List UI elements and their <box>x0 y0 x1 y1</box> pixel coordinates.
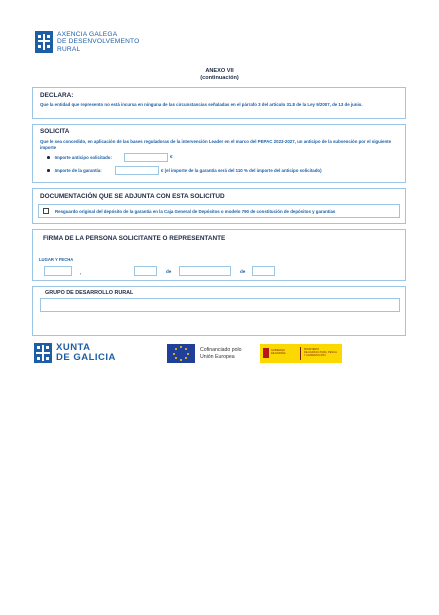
grupo-title: GRUPO DE DESARROLLO RURAL <box>45 290 134 296</box>
day-input[interactable] <box>134 266 157 276</box>
xunta-line1: XUNTA <box>56 342 91 353</box>
eu-logo <box>167 344 242 363</box>
annex-title: ANEXO VII <box>205 68 234 74</box>
gobierno-banner <box>260 344 342 363</box>
solicita-section <box>32 124 406 183</box>
grupo-input[interactable] <box>40 298 400 312</box>
declara-title: DECLARA: <box>40 92 74 99</box>
annex-subtitle: (continuación) <box>200 75 239 81</box>
gobierno-logo <box>260 344 342 363</box>
xunta-emblem-icon <box>34 343 52 363</box>
firma-section <box>32 229 406 281</box>
gov-left-line1: GOBIERNO <box>271 349 285 352</box>
anticipo-row <box>47 155 112 160</box>
lugar-input[interactable] <box>44 266 72 276</box>
agency-emblem-icon <box>35 31 53 53</box>
firma-title: FIRMA DE LA PERSONA SOLICITANTE O REPRESENTANTE <box>43 235 226 242</box>
declara-section <box>32 87 406 119</box>
bullet-icon <box>47 169 50 172</box>
lugar-fecha-label: LUGAR Y FECHA <box>39 257 74 262</box>
eu-flag-icon <box>167 344 195 363</box>
resguardo-label: Resguardo original del depósito de la garantía en la Caja General de Depósitos o modelo 790 de constitución de depósitos y garantías <box>55 209 336 214</box>
de-label-1: de <box>166 269 172 274</box>
gov-right-line1: MINISTERIO <box>304 348 320 351</box>
anticipo-unit: € <box>170 154 173 159</box>
resguardo-checkbox[interactable] <box>43 208 49 214</box>
anticipo-input[interactable] <box>124 153 168 162</box>
agency-logo <box>35 31 140 53</box>
coat-of-arms-icon <box>263 348 269 358</box>
eu-line2: Unión Europea <box>200 353 235 360</box>
agency-name-line1: AXENCIA GALEGA <box>57 31 118 39</box>
agency-name-line2: DE DESENVOLVEMENTO <box>57 38 140 46</box>
xunta-name <box>56 343 116 363</box>
xunta-line2: DE GALICIA <box>56 352 116 363</box>
grupo-section <box>32 286 406 336</box>
ministerio-caption <box>304 348 337 357</box>
xunta-logo <box>34 343 116 363</box>
documentacion-section <box>32 188 406 224</box>
year-input[interactable] <box>252 266 275 276</box>
gov-divider <box>300 347 301 360</box>
solicita-text: Que le sea concedido, en aplicación de las bases reguladoras de la intervención Leader en el marco del PEPAC 2023-2027, un anticipo de la subvención por el siguiente importe <box>40 139 392 150</box>
de-label-2: de <box>240 269 246 274</box>
declara-text: Que la entidad que represento no está incursa en ninguna de las circunstancias señaladas en el párrafo 3 del artículo 31.8 de la Ley 9/2007, de 13 de junio. <box>40 102 363 107</box>
agency-name <box>57 31 140 53</box>
gov-right-line2: DE AGRICULTURA, PESCA <box>304 351 337 354</box>
documentacion-title: DOCUMENTACIÓN QUE SE ADJUNTA CON ESTA SOLICITUD <box>40 193 225 200</box>
eu-line1: Cofinanciado polo <box>200 347 242 354</box>
solicita-title: SOLICITA <box>40 128 70 135</box>
month-input[interactable] <box>179 266 231 276</box>
garantia-row <box>47 168 102 173</box>
garantia-note: € (el importe de la garantía será del 110 % del importe del anticipo solicitado) <box>161 168 322 173</box>
comma-separator: , <box>80 270 82 275</box>
eu-caption <box>200 347 242 360</box>
anticipo-label: Importe anticipo solicitado: <box>54 155 112 160</box>
gobierno-caption <box>271 349 286 355</box>
garantia-input[interactable] <box>115 166 159 175</box>
gov-left-line2: DE ESPAÑA <box>271 352 286 355</box>
garantia-label: Importe de la garantía: <box>54 168 102 173</box>
bullet-icon <box>47 156 50 159</box>
agency-name-line3: RURAL <box>57 45 81 53</box>
gov-right-line3: Y ALIMENTACIÓN <box>304 354 326 357</box>
annex-heading <box>0 68 439 82</box>
